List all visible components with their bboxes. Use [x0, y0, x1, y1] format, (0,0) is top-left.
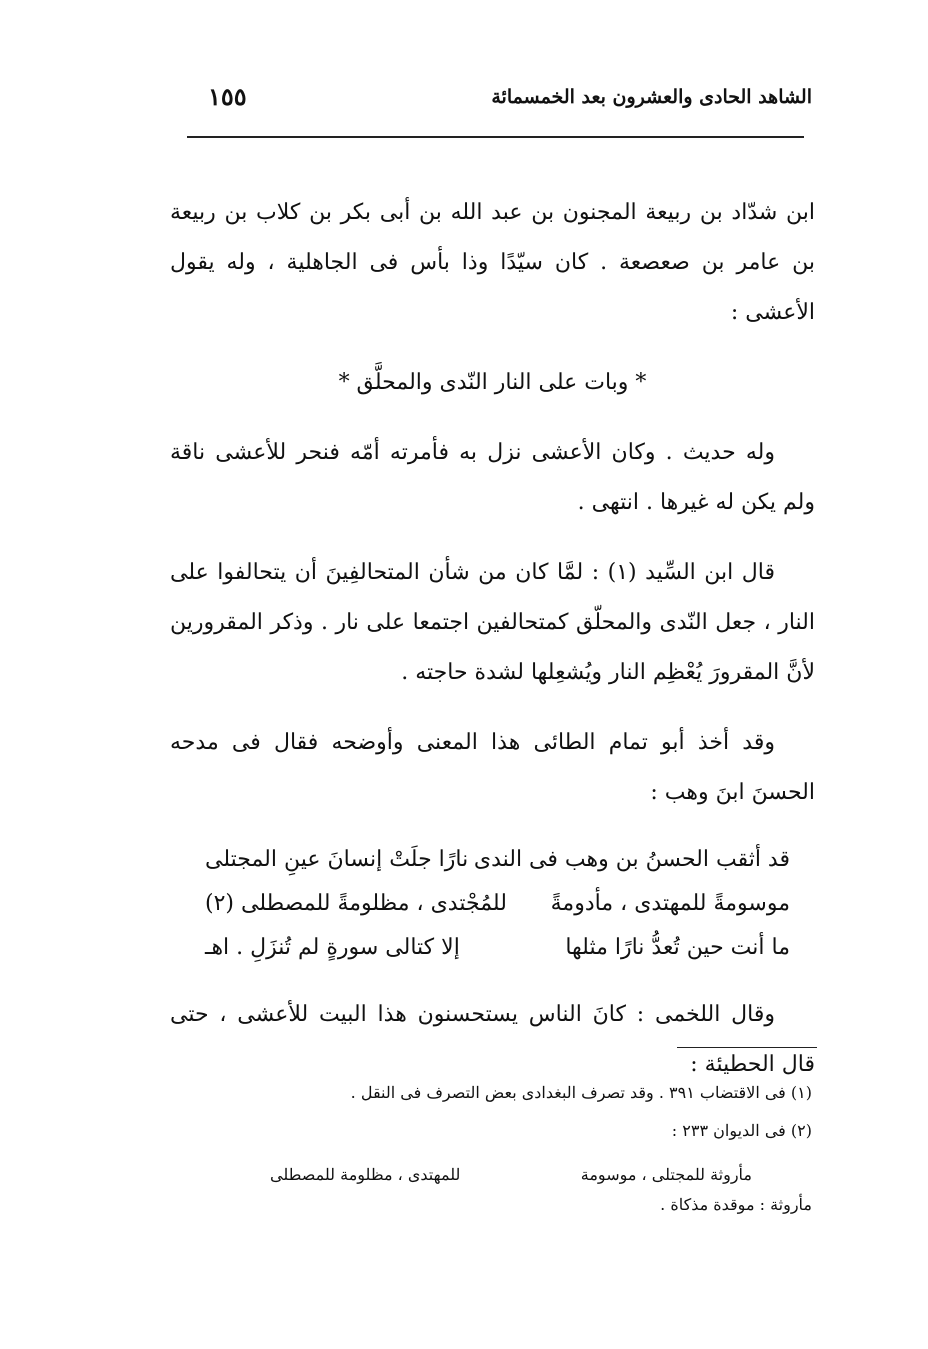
footnote-gloss: مأروثة : موقدة مذكاة .: [660, 1195, 812, 1214]
footnote-verse-first: مأروثة للمجتلى ، موسومة: [580, 1165, 752, 1184]
footnote-rule: [677, 1047, 817, 1048]
poem-second-hemistich: إلا كتالى سورةٍ لم تُنزَلِ . اهـ: [205, 935, 460, 960]
poem-first-hemistich: قد أثقب الحسنُ بن وهب فى الندى: [473, 847, 790, 872]
quoted-verse: * وبات على النار النّدى والمحلَّق *: [338, 370, 647, 395]
running-head: [200, 82, 812, 118]
paragraph-ibn-al-sid: قال ابن السِّيد (١) : لمَّا كان من شأن المتحالفِينَ أن يتحالفوا على النار ، جعل النّدى والمحلّق كمتحالفين اجتمعا على نار . وذكر المقرورين لأنَّ المقرورَ يُعْظِم النار ويُشعِلها لشدة حاجته .: [170, 560, 815, 685]
header-rule: [187, 136, 804, 138]
running-title: الشاهد الحادى والعشرون بعد الخمسمائة: [491, 86, 812, 108]
paragraph-lineage: ابن شدّاد بن ربيعة المجنون بن عبد الله بن أبى بكر بن كلاب بن ربيعة بن عامر بن صعصعة . كان سيّدًا وذا بأس فى الجاهلية ، وله يقول الأعشى :: [170, 200, 815, 325]
paragraph-abu-tammam: وقد أخذ أبو تمام الطائى هذا المعنى وأوضحه فقال فى مدحه الحسنَ ابنَ وهب :: [170, 730, 815, 805]
poem-second-hemistich: للمُجْتدى ، مظلومةً للمصطلى (٢): [205, 891, 507, 916]
poem-first-hemistich: موسومةً للمهتدى ، مأدومةً: [550, 891, 790, 916]
footnote-verse-second: للمهتدى ، مظلومة للمصطلى: [270, 1165, 461, 1184]
footnote-2: (٢) فى الديوان ٢٣٣ :: [671, 1121, 812, 1140]
footnotes: [200, 1078, 812, 1220]
main-text: [170, 188, 815, 1110]
page-number: ١٥٥: [208, 82, 247, 111]
poem-first-hemistich: ما أنت حين تُعدُّ نارًا مثلها: [565, 935, 790, 960]
poem-line: [205, 882, 790, 926]
footnote-verse: [200, 1160, 812, 1190]
poem: [170, 838, 815, 970]
footnote-1: (١) فى الاقتضاب ٣٩١ . وقد تصرف البغدادى بعض التصرف فى النقل .: [350, 1083, 812, 1102]
poem-line: [205, 926, 790, 970]
paragraph-lakhmi: وقال اللخمى : كانَ الناس يستحسنون هذا البيت للأعشى ، حتى قال الحطيئة :: [170, 1002, 815, 1077]
poem-line: [205, 838, 790, 882]
poem-second-hemistich: نارًا جلَتْ إنسانَ عينِ المجتلى: [205, 847, 469, 872]
paragraph-story: وله حديث . وكان الأعشى نزل به فأمرته أمّه فنحر للأعشى ناقة ولم يكن له غيرها . انتهى .: [170, 440, 815, 515]
